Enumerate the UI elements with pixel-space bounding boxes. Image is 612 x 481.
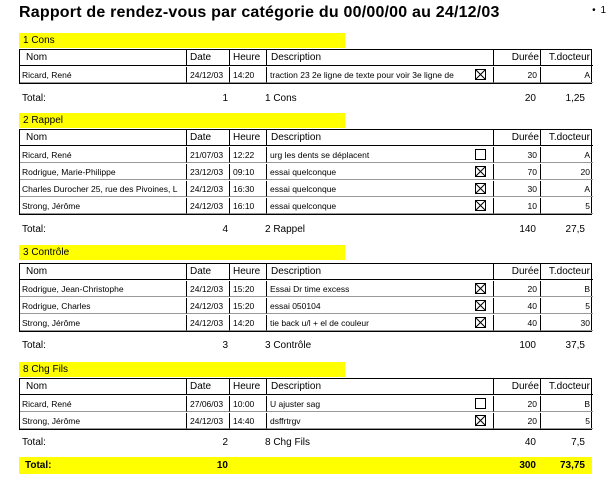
category-header: 1 Cons [19,33,345,48]
total-count: 1 [222,93,228,104]
checkbox-unchecked[interactable] [475,149,486,160]
cell-heure: 16:30 [230,181,267,197]
cell-nom: Rodrigue, Marie-Philippe [20,164,187,180]
checkbox-checked[interactable] [475,200,486,211]
checkbox-unchecked[interactable] [475,398,486,409]
cell-heure: 14:40 [230,413,267,429]
cell-duree: 10 [494,198,541,214]
appointments-table [19,378,592,430]
column-header-tdocteur: T.docteur [541,130,593,146]
category-total [0,223,612,237]
cell-nom: Rodrigue, Charles [20,298,187,314]
cell-heure: 12:22 [230,147,267,163]
grand-total-count: 10 [216,460,228,471]
category-header: 2 Rappel [19,113,345,128]
cell-description: essai 050104 [267,298,468,314]
column-header-tdocteur: T.docteur [541,50,593,66]
grand-total-duree: 300 [519,460,536,471]
grand-total-bar [19,457,592,474]
column-header-checkbox [468,130,494,146]
category-total [0,92,612,106]
checkbox-checked[interactable] [475,69,486,80]
cell-tdocteur: 5 [541,413,593,429]
column-header-date: Date [187,379,230,395]
x-mark-icon [476,301,485,310]
table-header [20,379,591,395]
cell-checkbox [468,67,494,83]
table-header [20,50,591,66]
column-header-duree: Durée [494,264,541,280]
cell-heure: 14:20 [230,67,267,83]
cell-heure: 15:20 [230,281,267,297]
column-header-tdocteur: T.docteur [541,379,593,395]
cell-tdocteur: 5 [541,198,593,214]
column-header-date: Date [187,264,230,280]
table-row[interactable] [20,298,591,314]
cell-heure: 16:10 [230,198,267,214]
column-header-checkbox [468,50,494,66]
total-tdocteur: 1,25 [565,93,585,104]
cell-duree: 40 [494,298,541,314]
cell-nom: Ricard, René [20,147,187,163]
cell-description: Essai Dr time excess [267,281,468,297]
appointments-table [19,129,592,215]
cell-heure: 14:20 [230,315,267,331]
cell-checkbox [468,413,494,429]
cell-description: U ajuster sag [267,396,468,412]
cell-tdocteur: B [541,281,593,297]
column-header-date: Date [187,130,230,146]
checkbox-checked[interactable] [475,166,486,177]
total-label: Total: [22,340,46,351]
total-duree: 40 [524,437,536,448]
total-duree: 140 [519,224,536,235]
cell-checkbox [468,298,494,314]
cell-tdocteur: B [541,396,593,412]
total-label: Total: [22,224,46,235]
table-row[interactable] [20,198,591,214]
cell-heure: 15:20 [230,298,267,314]
total-category: 1 Cons [265,93,297,104]
cell-duree: 30 [494,147,541,163]
checkbox-checked[interactable] [475,415,486,426]
cell-date: 24/12/03 [187,181,230,197]
cell-date: 21/07/03 [187,147,230,163]
cell-nom: Charles Durocher 25, rue des Pivoines, L [20,181,187,197]
cell-tdocteur: A [541,147,593,163]
cell-checkbox [468,396,494,412]
cell-duree: 20 [494,281,541,297]
cell-checkbox [468,181,494,197]
table-row[interactable] [20,413,591,429]
grand-total-tdocteur: 73,75 [559,460,585,471]
total-tdocteur: 27,5 [565,224,585,235]
column-header-date: Date [187,50,230,66]
column-header-description: Description [267,130,468,146]
checkbox-checked[interactable] [475,183,486,194]
cell-date: 23/12/03 [187,164,230,180]
column-header-checkbox [468,379,494,395]
cell-tdocteur: 30 [541,315,593,331]
column-header-checkbox [468,264,494,280]
cell-heure: 10:00 [230,396,267,412]
cell-description: essai quelconque [267,164,468,180]
column-header-duree: Durée [494,379,541,395]
appointments-table [19,263,592,332]
column-header-heure: Heure [230,264,267,280]
report-title: Rapport de rendez-vous par catégorie du 00/00/00 au 24/12/03 [19,4,500,21]
x-mark-icon [476,70,485,79]
cell-duree: 40 [494,315,541,331]
cell-duree: 30 [494,181,541,197]
cell-nom: Rodrigue, Jean-Christophe [20,281,187,297]
x-mark-icon [476,167,485,176]
cell-checkbox [468,147,494,163]
table-row[interactable] [20,147,591,163]
cell-description: essai quelconque [267,181,468,197]
total-label: Total: [22,93,46,104]
cell-date: 24/12/03 [187,198,230,214]
total-count: 2 [222,437,228,448]
appointments-table [19,49,592,84]
cell-date: 27/06/03 [187,396,230,412]
total-duree: 100 [519,340,536,351]
column-header-tdocteur: T.docteur [541,264,593,280]
cell-date: 24/12/03 [187,315,230,331]
cell-nom: Ricard, René [20,67,187,83]
cell-checkbox [468,164,494,180]
total-category: 8 Chg Fils [265,437,311,448]
table-row[interactable] [20,181,591,197]
cell-heure: 09:10 [230,164,267,180]
x-mark-icon [476,318,485,327]
table-row[interactable] [20,164,591,180]
column-header-description: Description [267,50,468,66]
category-total [0,339,612,353]
cell-nom: Ricard, René [20,396,187,412]
cell-checkbox [468,281,494,297]
category-header: 3 Contrôle [19,245,345,260]
cell-tdocteur: 5 [541,298,593,314]
total-tdocteur: 37,5 [565,340,585,351]
category-header: 8 Chg Fils [19,362,345,377]
table-row[interactable] [20,315,591,331]
cell-tdocteur: 20 [541,164,593,180]
page-bullet: • [592,5,596,16]
cell-nom: Strong, Jérôme [20,413,187,429]
category-total [0,436,612,450]
page-number [592,5,606,16]
column-header-nom: Nom [20,379,187,395]
total-count: 3 [222,340,228,351]
table-row[interactable] [20,396,591,412]
column-header-description: Description [267,379,468,395]
checkbox-checked[interactable] [475,317,486,328]
cell-nom: Strong, Jérôme [20,315,187,331]
cell-date: 24/12/03 [187,67,230,83]
cell-tdocteur: A [541,67,593,83]
total-category: 3 Contrôle [265,340,312,351]
cell-date: 24/12/03 [187,413,230,429]
x-mark-icon [476,416,485,425]
cell-checkbox [468,315,494,331]
column-header-duree: Durée [494,50,541,66]
column-header-description: Description [267,264,468,280]
cell-duree: 20 [494,413,541,429]
total-duree: 20 [524,93,536,104]
total-category: 2 Rappel [265,224,306,235]
cell-duree: 20 [494,67,541,83]
column-header-nom: Nom [20,50,187,66]
cell-duree: 70 [494,164,541,180]
column-header-nom: Nom [20,130,187,146]
checkbox-checked[interactable] [475,300,486,311]
cell-nom: Strong, Jérôme [20,198,187,214]
cell-date: 24/12/03 [187,298,230,314]
table-header [20,130,591,146]
cell-duree: 20 [494,396,541,412]
column-header-heure: Heure [230,130,267,146]
x-mark-icon [476,284,485,293]
table-row[interactable] [20,67,591,83]
cell-checkbox [468,198,494,214]
cell-tdocteur: A [541,181,593,197]
total-count: 4 [222,224,228,235]
page-number-value: 1 [600,5,606,16]
cell-description: dsffrtrgv [267,413,468,429]
checkbox-checked[interactable] [475,283,486,294]
grand-total-label: Total: [25,460,52,471]
column-header-heure: Heure [230,50,267,66]
column-header-duree: Durée [494,130,541,146]
cell-date: 24/12/03 [187,281,230,297]
column-header-heure: Heure [230,379,267,395]
cell-description: tie back u/l + el de couleur [267,315,468,331]
x-mark-icon [476,201,485,210]
column-header-nom: Nom [20,264,187,280]
cell-description: essai quelconque [267,198,468,214]
table-header [20,264,591,280]
total-label: Total: [22,437,46,448]
cell-description: traction 23 2e ligne de texte pour voir 3e ligne de [267,67,468,83]
table-row[interactable] [20,281,591,297]
cell-description: urg les dents se déplacent [267,147,468,163]
total-tdocteur: 7,5 [571,437,585,448]
x-mark-icon [476,184,485,193]
